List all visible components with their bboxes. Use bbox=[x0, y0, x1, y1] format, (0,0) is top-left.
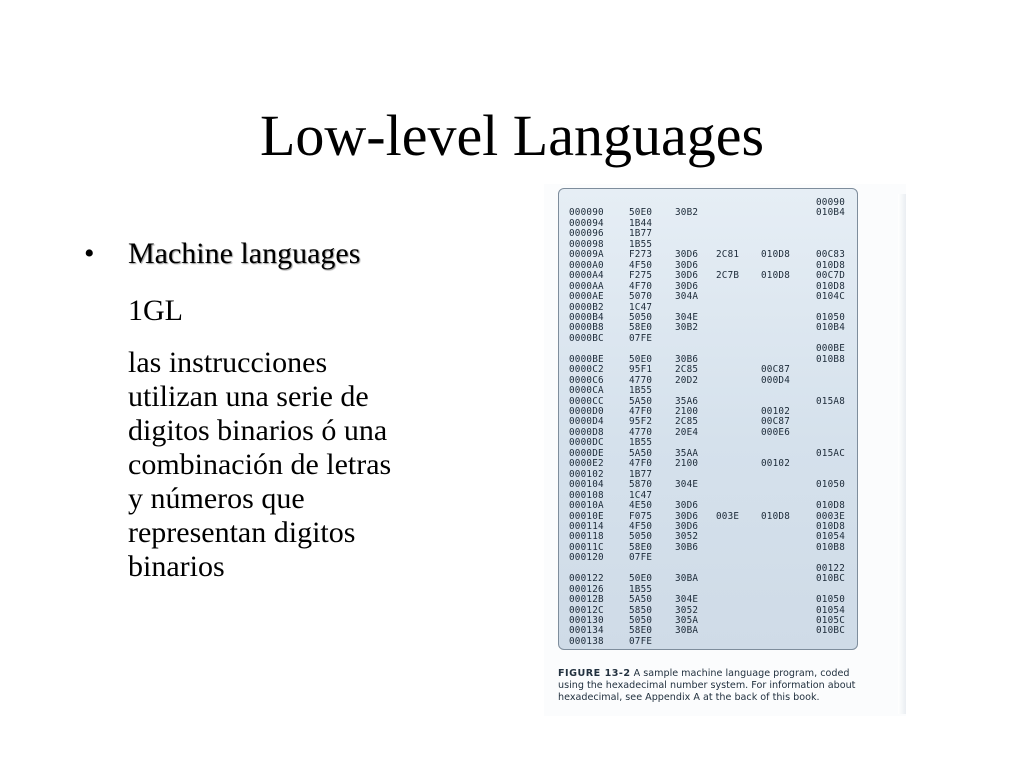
code-row bbox=[559, 594, 857, 605]
code-cell-op: 5A50 bbox=[629, 447, 653, 459]
code-row bbox=[559, 260, 857, 271]
code-cell-a: 20E4 bbox=[675, 426, 699, 438]
code-cell-op: 95F1 bbox=[629, 364, 653, 376]
code-cell-addr: 0000A0 bbox=[569, 259, 604, 271]
code-row bbox=[559, 249, 857, 260]
code-cell-d: 010D8 bbox=[816, 520, 845, 532]
code-cell-op: 4F50 bbox=[629, 520, 653, 532]
code-cell-addr: 000090 bbox=[569, 207, 604, 219]
code-cell-op: 4F70 bbox=[629, 280, 653, 292]
code-row bbox=[559, 302, 857, 313]
code-row bbox=[559, 270, 857, 281]
code-cell-addr: 00011C bbox=[569, 541, 604, 553]
code-cell-addr: 0000CC bbox=[569, 395, 604, 407]
code-cell-op: 07FE bbox=[629, 332, 653, 344]
code-row bbox=[559, 437, 857, 448]
code-cell-a: 30B2 bbox=[675, 322, 699, 334]
code-cell-a: 35A6 bbox=[675, 395, 699, 407]
code-row bbox=[559, 490, 857, 501]
code-cell-addr: 0000D0 bbox=[569, 406, 604, 417]
code-cell-c: 00C87 bbox=[761, 416, 790, 428]
code-cell-addr: 000134 bbox=[569, 625, 604, 637]
code-cell-addr: 000138 bbox=[569, 635, 604, 647]
code-cell-d: 00122 bbox=[816, 562, 845, 574]
code-cell-a: 35AA bbox=[675, 447, 699, 459]
code-cell-op: 5070 bbox=[629, 291, 653, 303]
bullet-heading: Machine languages bbox=[128, 237, 361, 270]
code-row bbox=[559, 625, 857, 636]
code-cell-addr: 00009A bbox=[569, 249, 604, 261]
bullet-dot-icon: • bbox=[84, 237, 95, 270]
code-cell-op: 1B55 bbox=[629, 437, 653, 449]
code-cell-op: 58E0 bbox=[629, 625, 653, 637]
subtitle-1gl: 1GL bbox=[128, 294, 183, 327]
code-cell-addr: 0000BC bbox=[569, 332, 604, 344]
code-cell-op: 1B77 bbox=[629, 228, 653, 240]
code-cell-op: 5850 bbox=[629, 604, 653, 616]
code-cell-addr: 0000E2 bbox=[569, 458, 604, 470]
code-cell-a: 20D2 bbox=[675, 374, 699, 386]
code-cell-a: 2C85 bbox=[675, 416, 699, 428]
code-cell-c: 000D4 bbox=[761, 374, 790, 386]
code-cell-addr: 0000DE bbox=[569, 447, 604, 459]
code-cell-addr: 00012B bbox=[569, 594, 604, 606]
code-cell-op: 07FE bbox=[629, 635, 653, 647]
code-row bbox=[559, 343, 857, 354]
code-row bbox=[559, 573, 857, 584]
code-cell-addr: 000120 bbox=[569, 552, 604, 564]
code-cell-addr: 0000AA bbox=[569, 280, 604, 292]
code-cell-addr: 000118 bbox=[569, 531, 604, 543]
code-cell-a: 304E bbox=[675, 311, 699, 323]
code-cell-d: 00C83 bbox=[816, 249, 845, 261]
code-cell-a: 30B6 bbox=[675, 353, 699, 365]
code-row bbox=[559, 521, 857, 532]
paragraph-line: digitos binarios ó una bbox=[128, 414, 388, 447]
code-cell-op: 1B77 bbox=[629, 468, 653, 480]
paragraph-line: binarios bbox=[128, 550, 225, 583]
code-row bbox=[559, 615, 857, 626]
paragraph-line: y números que bbox=[128, 482, 305, 515]
code-cell-d: 01050 bbox=[816, 594, 845, 606]
code-row bbox=[559, 448, 857, 459]
code-cell-op: 50E0 bbox=[629, 207, 653, 219]
code-cell-op: 5050 bbox=[629, 311, 653, 323]
code-cell-a: 2100 bbox=[675, 406, 699, 417]
paragraph-line: combinación de letras bbox=[128, 448, 392, 481]
code-cell-d: 010B4 bbox=[816, 322, 845, 334]
code-row bbox=[559, 291, 857, 302]
code-cell-op: 1C47 bbox=[629, 489, 653, 501]
code-cell-a: 30B6 bbox=[675, 541, 699, 553]
code-cell-op: 5050 bbox=[629, 531, 653, 543]
code-cell-d: 01050 bbox=[816, 311, 845, 323]
code-cell-op: 50E0 bbox=[629, 353, 653, 365]
code-cell-b: 003E bbox=[716, 510, 740, 522]
slide-title: Low-level Languages bbox=[259, 103, 765, 168]
code-cell-d: 00C7D bbox=[816, 270, 845, 282]
code-cell-a: 30D6 bbox=[675, 510, 699, 522]
code-row bbox=[559, 239, 857, 250]
code-cell-d: 010B8 bbox=[816, 541, 845, 553]
code-row bbox=[559, 511, 857, 522]
code-cell-addr: 0000B2 bbox=[569, 301, 604, 313]
code-cell-c: 010D8 bbox=[761, 510, 790, 522]
code-row bbox=[559, 406, 857, 417]
code-cell-addr: 000122 bbox=[569, 573, 604, 585]
code-cell-c: 010D8 bbox=[761, 270, 790, 282]
code-cell-d: 0003E bbox=[816, 510, 845, 522]
code-cell-op: 5050 bbox=[629, 615, 653, 626]
code-cell-c: 000E6 bbox=[761, 426, 790, 438]
code-cell-addr: 0000C6 bbox=[569, 374, 604, 386]
code-cell-addr: 000098 bbox=[569, 238, 604, 250]
code-row bbox=[559, 605, 857, 616]
figure-page-edge bbox=[898, 194, 906, 714]
code-cell-addr: 000126 bbox=[569, 583, 604, 595]
code-cell-op: 5A50 bbox=[629, 395, 653, 407]
code-row bbox=[559, 416, 857, 427]
code-cell-addr: 0000DC bbox=[569, 437, 604, 449]
code-row bbox=[559, 228, 857, 239]
code-cell-op: 1B55 bbox=[629, 238, 653, 250]
code-cell-a: 30BA bbox=[675, 573, 699, 585]
code-row bbox=[559, 281, 857, 292]
bullet-item bbox=[84, 236, 504, 272]
code-cell-addr: 0000D4 bbox=[569, 416, 604, 428]
paragraph-line: utilizan una serie de bbox=[128, 380, 369, 413]
figure-caption bbox=[558, 668, 888, 704]
code-row bbox=[559, 500, 857, 511]
code-row bbox=[559, 636, 857, 647]
code-cell-c: 010D8 bbox=[761, 249, 790, 261]
paragraph-line: las instrucciones bbox=[128, 346, 328, 379]
code-cell-op: 47F0 bbox=[629, 458, 653, 470]
code-cell-b: 2C81 bbox=[716, 249, 740, 261]
code-cell-d: 010D8 bbox=[816, 259, 845, 271]
code-cell-addr: 00010A bbox=[569, 500, 604, 512]
code-cell-addr: 0000D8 bbox=[569, 426, 604, 438]
code-cell-d: 015AC bbox=[816, 447, 845, 459]
code-row bbox=[559, 427, 857, 438]
code-cell-addr: 0000B4 bbox=[569, 311, 604, 323]
code-cell-addr: 000094 bbox=[569, 217, 604, 229]
code-cell-a: 304E bbox=[675, 479, 699, 491]
code-cell-addr: 0000B8 bbox=[569, 322, 604, 334]
code-cell-op: 95F2 bbox=[629, 416, 653, 428]
code-cell-a: 304E bbox=[675, 594, 699, 606]
code-row bbox=[559, 396, 857, 407]
code-row bbox=[559, 354, 857, 365]
code-cell-d: 000BE bbox=[816, 343, 845, 355]
code-cell-a: 2C85 bbox=[675, 364, 699, 376]
code-cell-a: 30D6 bbox=[675, 500, 699, 512]
code-cell-d: 0105C bbox=[816, 615, 845, 626]
code-cell-op: 5A50 bbox=[629, 594, 653, 606]
code-cell-addr: 0000AE bbox=[569, 291, 604, 303]
code-cell-addr: 0000C2 bbox=[569, 364, 604, 376]
code-row bbox=[559, 207, 857, 218]
caption-line: A sample machine language program, coded bbox=[633, 668, 850, 679]
code-cell-addr: 000114 bbox=[569, 520, 604, 532]
code-cell-c: 00102 bbox=[761, 458, 790, 470]
code-cell-op: 4770 bbox=[629, 374, 653, 386]
code-cell-addr: 00010E bbox=[569, 510, 604, 522]
code-cell-op: 50E0 bbox=[629, 573, 653, 585]
code-cell-addr: 000096 bbox=[569, 228, 604, 240]
caption-line: hexadecimal, see Appendix A at the back of this book. bbox=[558, 692, 820, 703]
code-cell-op: 07FE bbox=[629, 552, 653, 564]
code-row bbox=[559, 469, 857, 480]
code-row bbox=[559, 385, 857, 396]
code-cell-addr: 000104 bbox=[569, 479, 604, 491]
code-cell-d: 010B8 bbox=[816, 353, 845, 365]
code-row bbox=[559, 563, 857, 574]
code-row bbox=[559, 312, 857, 323]
code-cell-a: 30D6 bbox=[675, 280, 699, 292]
code-cell-addr: 0000A4 bbox=[569, 270, 604, 282]
code-row bbox=[559, 531, 857, 542]
machine-code-listing bbox=[558, 188, 858, 650]
caption-line: using the hexadecimal number system. For information about bbox=[558, 680, 856, 691]
code-cell-addr: 000108 bbox=[569, 489, 604, 501]
code-cell-op: 5870 bbox=[629, 479, 653, 491]
code-cell-addr: 0000CA bbox=[569, 385, 604, 397]
code-cell-op: F273 bbox=[629, 249, 653, 261]
code-cell-a: 30D6 bbox=[675, 249, 699, 261]
code-cell-a: 304A bbox=[675, 291, 699, 303]
code-cell-op: F275 bbox=[629, 270, 653, 282]
code-cell-d: 010D8 bbox=[816, 500, 845, 512]
code-cell-a: 30D6 bbox=[675, 259, 699, 271]
code-cell-d: 010D8 bbox=[816, 280, 845, 292]
code-cell-a: 30D6 bbox=[675, 270, 699, 282]
code-cell-addr: 000130 bbox=[569, 615, 604, 626]
code-cell-a: 305A bbox=[675, 615, 699, 626]
code-cell-op: 1B55 bbox=[629, 385, 653, 397]
code-cell-d: 015A8 bbox=[816, 395, 845, 407]
code-cell-d: 010BC bbox=[816, 625, 845, 637]
code-cell-a: 30B2 bbox=[675, 207, 699, 219]
code-cell-a: 3052 bbox=[675, 531, 699, 543]
code-cell-d: 010B4 bbox=[816, 207, 845, 219]
code-cell-op: 58E0 bbox=[629, 322, 653, 334]
code-row bbox=[559, 552, 857, 563]
code-row bbox=[559, 375, 857, 386]
code-row bbox=[559, 542, 857, 553]
code-cell-op: F075 bbox=[629, 510, 653, 522]
code-row bbox=[559, 218, 857, 229]
code-cell-a: 30D6 bbox=[675, 520, 699, 532]
code-cell-op: 47F0 bbox=[629, 406, 653, 417]
code-cell-op: 1B44 bbox=[629, 217, 653, 229]
code-cell-op: 58E0 bbox=[629, 541, 653, 553]
code-row bbox=[559, 364, 857, 375]
code-cell-addr: 0000BE bbox=[569, 353, 604, 365]
code-cell-d: 00090 bbox=[816, 197, 845, 208]
code-cell-c: 00102 bbox=[761, 406, 790, 417]
paragraph-line: representan digitos bbox=[128, 516, 356, 549]
code-cell-a: 3052 bbox=[675, 604, 699, 616]
code-cell-d: 01054 bbox=[816, 604, 845, 616]
code-row bbox=[559, 322, 857, 333]
code-row bbox=[559, 479, 857, 490]
figure-image bbox=[544, 184, 906, 716]
code-cell-op: 4770 bbox=[629, 426, 653, 438]
code-row bbox=[559, 197, 857, 208]
code-cell-d: 01054 bbox=[816, 531, 845, 543]
code-cell-op: 1B55 bbox=[629, 583, 653, 595]
figure-label: FIGURE 13-2 bbox=[558, 668, 631, 679]
code-row bbox=[559, 333, 857, 344]
code-cell-d: 0104C bbox=[816, 291, 845, 303]
code-cell-a: 30BA bbox=[675, 625, 699, 637]
code-row bbox=[559, 584, 857, 595]
code-cell-c: 00C87 bbox=[761, 364, 790, 376]
code-cell-b: 2C7B bbox=[716, 270, 740, 282]
code-cell-d: 010BC bbox=[816, 573, 845, 585]
bullet-list bbox=[84, 236, 504, 584]
description-paragraph bbox=[84, 346, 504, 584]
code-cell-op: 4F50 bbox=[629, 259, 653, 271]
code-cell-a: 2100 bbox=[675, 458, 699, 470]
code-cell-addr: 000102 bbox=[569, 468, 604, 480]
code-row bbox=[559, 458, 857, 469]
code-cell-op: 4E50 bbox=[629, 500, 653, 512]
code-cell-op: 1C47 bbox=[629, 301, 653, 313]
code-cell-addr: 00012C bbox=[569, 604, 604, 616]
code-cell-d: 01050 bbox=[816, 479, 845, 491]
